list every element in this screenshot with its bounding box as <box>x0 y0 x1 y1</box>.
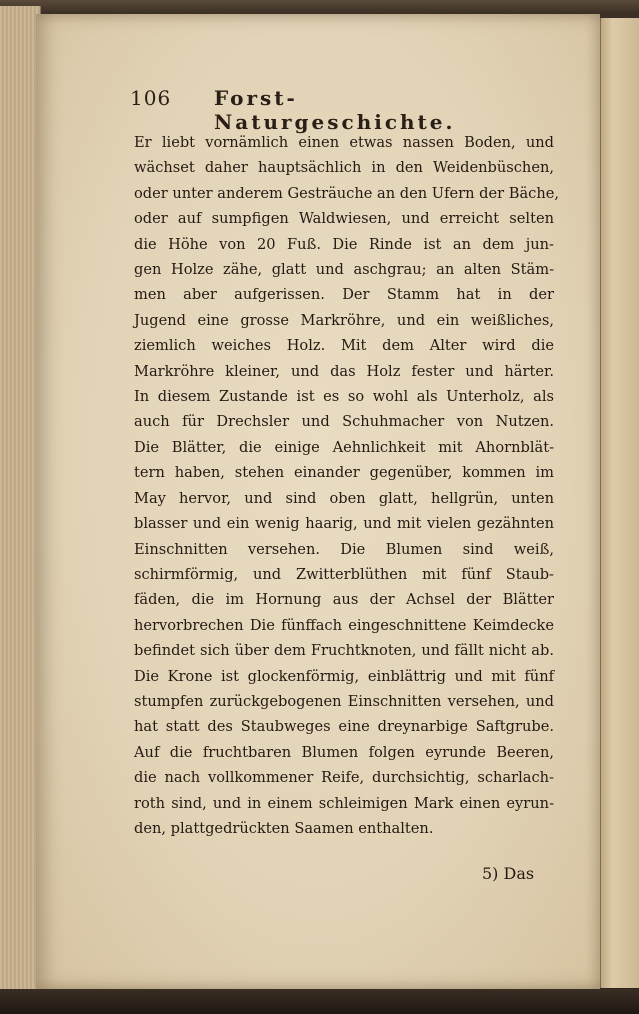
text-line: die nach vollkommener Reife, durchsichtig, scharlach- <box>134 769 554 787</box>
text-line: oder unter anderem Gesträuche an den Ufern der Bäche, <box>134 184 560 202</box>
text-line: Er liebt vornämlich einen etwas nassen Boden, und <box>134 134 554 151</box>
text-line: stumpfen zurückgebogenen Einschnitten versehen, und <box>134 692 554 710</box>
text-line: fäden, die im Hornung aus der Achsel der Blätter <box>134 591 554 609</box>
text-line: men aber aufgerissen. Der Stamm hat in der <box>134 286 554 304</box>
text-line: auch für Drechsler und Schuhmacher von Nutzen. <box>134 413 554 431</box>
text-line: hervorbrechen Die fünffach eingeschnittene Keimdecke <box>134 616 554 634</box>
text-line: Einschnitten versehen. Die Blumen sind weiß, <box>134 540 554 558</box>
text-line: Die Blätter, die einige Aehnlichkeit mit Ahornblät- <box>134 438 554 456</box>
page-edges <box>0 6 41 996</box>
binding-bottom-edge <box>0 989 639 1014</box>
text-line: blasser und ein wenig haarig, und mit vielen gezähnten <box>134 515 554 533</box>
text-line: Jugend eine grosse Markröhre, und ein weißliches, <box>134 311 554 329</box>
text-line: schirmförmig, und Zwitterblüthen mit fünf Staub- <box>134 565 554 583</box>
page-header <box>130 86 480 134</box>
text-line: tern haben, stehen einander gegenüber, kommen im <box>134 464 554 482</box>
catchword: 5) Das <box>482 864 535 883</box>
text-line: wächset daher hauptsächlich in den Weidenbüschen, <box>134 159 554 177</box>
text-line: den, plattgedrückten Saamen enthalten. <box>134 819 434 837</box>
binding-top-edge <box>0 0 639 14</box>
text-line: Markröhre kleiner, und das Holz fester und härter. <box>134 362 554 380</box>
text-line: ziemlich weiches Holz. Mit dem Alter wird die <box>134 337 554 355</box>
facing-page-edge <box>600 18 639 988</box>
text-line: gen Holze zähe, glatt und aschgrau; an alten Stäm- <box>134 261 554 279</box>
text-line: Auf die fruchtbaren Blumen folgen eyrunde Beeren, <box>134 743 554 761</box>
text-line: May hervor, und sind oben glatt, hellgrün, unten <box>134 489 554 507</box>
text-line: roth sind, und in einem schleimigen Mark einen eyrun- <box>134 794 554 812</box>
body-text <box>134 130 560 841</box>
running-title: Forst-Naturgeschichte. <box>214 86 456 134</box>
text-line: oder auf sumpfigen Waldwiesen, und erreicht selten <box>134 210 554 228</box>
text-line: In diesem Zustande ist es so wohl als Unterholz, als <box>134 388 554 406</box>
text-line: befindet sich über dem Fruchtknoten, und fällt nicht ab. <box>134 642 554 660</box>
text-line: hat statt des Staubweges eine dreynarbige Saftgrube. <box>134 718 554 736</box>
page-number: 106 <box>130 86 172 110</box>
text-line: Die Krone ist glockenförmig, einblättrig und mit fünf <box>134 667 554 685</box>
text-line: die Höhe von 20 Fuß. Die Rinde ist an dem jun- <box>134 235 554 253</box>
